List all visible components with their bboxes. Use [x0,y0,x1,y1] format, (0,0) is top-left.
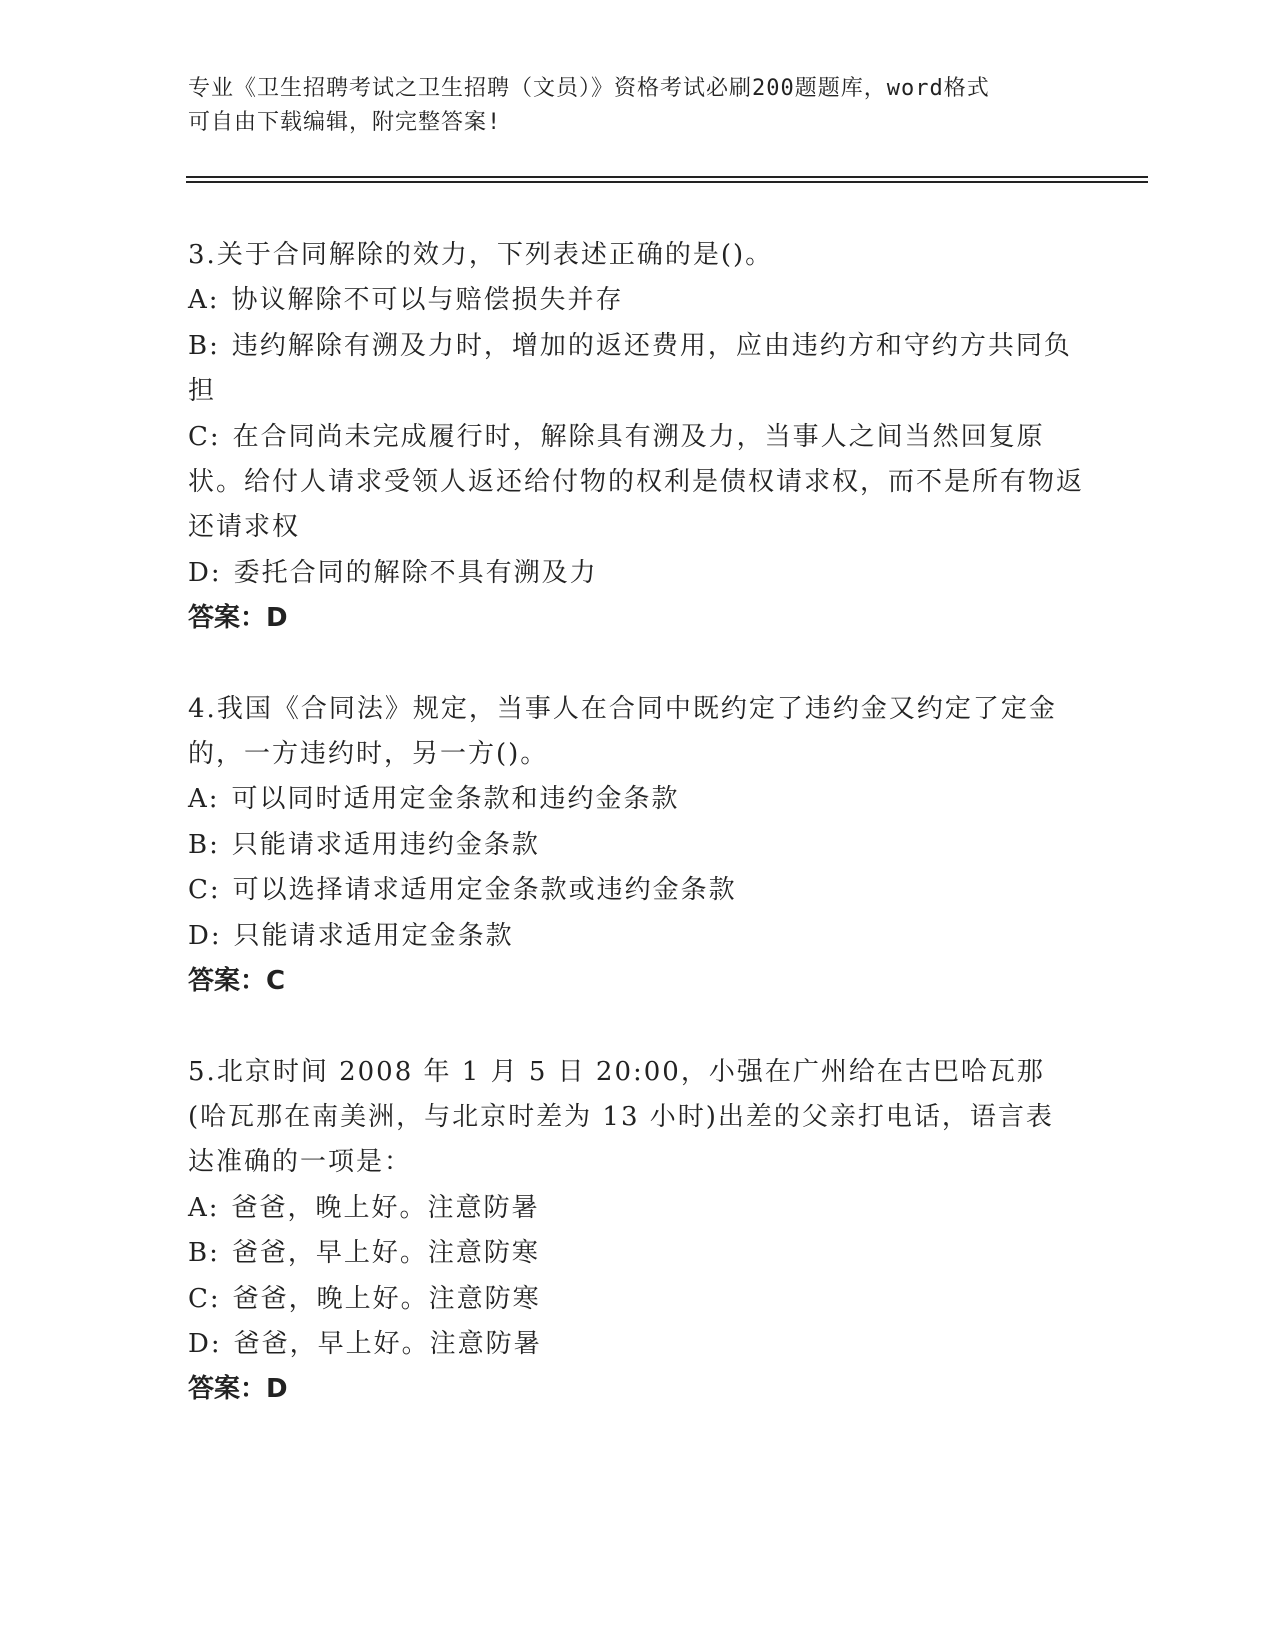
option-text: 只能请求适用违约金条款 [231,829,540,860]
option-d [188,1322,1088,1367]
question-number: 5. [188,1056,217,1087]
option-a [188,278,1088,323]
header-double-rule [186,176,1148,183]
header-rule-top [186,176,1148,178]
option-a [188,777,1088,822]
option-text: 爸爸，早上好。注意防暑 [233,1328,542,1359]
option-text: 在合同尚未完成履行时，解除具有溯及力，当事人之间当然回复原状。给付人请求受领人返还给付物的权利是债权请求权，而不是所有物返还请求权 [188,421,1085,543]
answer-line: 答案：D [188,1374,288,1405]
question-number: 4. [188,693,217,724]
option-b [188,823,1088,868]
answer-line: 答案：C [188,966,286,997]
question-stem: 北京时间 2008 年 1 月 5 日 20:00，小强在广州给在古巴哈瓦那(哈瓦那在南美洲，与北京时差为 13 小时)出差的父亲打电话，语言表达准确的一项是： [188,1056,1054,1178]
question-stem: 关于合同解除的效力，下列表述正确的是()。 [216,240,774,270]
question-stem: 我国《合同法》规定，当事人在合同中既约定了违约金又约定了定金的，一方违约时，另一方()。 [188,693,1057,770]
question-3 [188,233,1088,642]
option-text: 爸爸，晚上好。注意防暑 [231,1192,540,1223]
question-text [188,233,1068,278]
option-label: D: [188,920,222,951]
option-text: 可以同时适用定金条款和违约金条款 [231,784,680,815]
option-label: C: [188,875,221,906]
option-text: 委托合同的解除不具有溯及力 [233,557,598,588]
option-a [188,1186,1088,1231]
question-text [188,1050,1068,1186]
header-rule-bottom [186,181,1148,183]
option-c [188,1277,1088,1322]
option-d [188,551,1088,596]
header-line-1: 专业《卫生招聘考试之卫生招聘（文员）》资格考试必刷200题题库，word格式 [188,76,990,101]
option-label: D: [188,557,222,588]
question-4 [188,687,1088,1005]
question-list [188,233,1088,1458]
question-5 [188,1050,1088,1413]
option-text: 协议解除不可以与赔偿损失并存 [231,285,624,316]
question-text [188,687,1068,778]
option-label: A: [188,784,220,815]
option-text: 爸爸，早上好。注意防寒 [231,1238,540,1269]
option-label: C: [188,1283,221,1314]
document-header [188,72,1068,140]
option-text: 爸爸，晚上好。注意防寒 [232,1283,541,1314]
option-d [188,914,1088,959]
option-c [188,868,1088,913]
answer-line: 答案：D [188,603,288,634]
option-text: 可以选择请求适用定金条款或违约金条款 [232,875,737,906]
option-label: B: [188,829,220,860]
option-label: C: [188,421,221,452]
option-b [188,1231,1088,1276]
option-c [188,415,1088,551]
option-label: A: [188,285,220,316]
option-b [188,324,1088,415]
header-line-2: 可自由下载编辑，附完整答案! [188,110,502,135]
option-label: B: [188,1238,220,1269]
option-label: D: [188,1328,222,1359]
question-number: 3. [188,240,217,270]
option-text: 只能请求适用定金条款 [233,920,514,951]
option-label: B: [188,330,220,361]
option-label: A: [188,1192,220,1223]
option-text: 违约解除有溯及力时，增加的返还费用，应由违约方和守约方共同负担 [188,330,1072,407]
